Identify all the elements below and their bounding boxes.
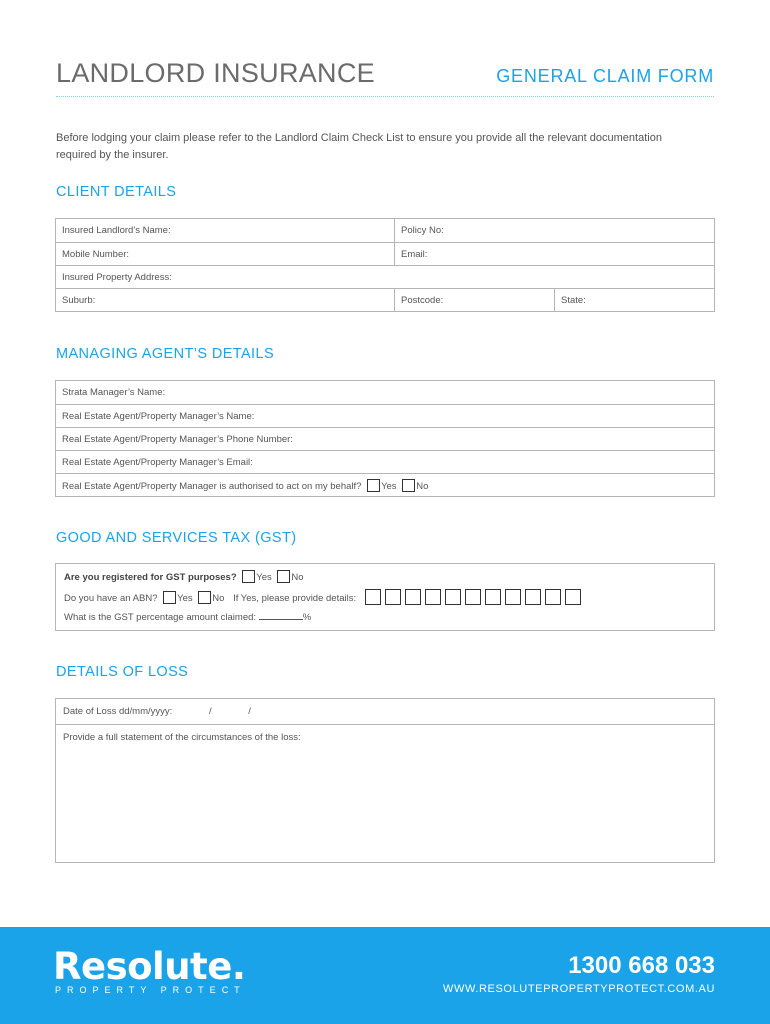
table-row — [56, 288, 714, 311]
client-details-table — [55, 218, 715, 312]
percent-sign: % — [302, 612, 312, 623]
mobile-field[interactable]: Mobile Number: — [62, 249, 130, 260]
authorised-no-checkbox[interactable] — [402, 479, 415, 492]
agent-name-field[interactable]: Real Estate Agent/Property Manager’s Name: — [62, 411, 255, 422]
agent-details-table — [55, 380, 715, 497]
abn-digit-box[interactable] — [365, 589, 381, 605]
gst-section — [55, 563, 715, 631]
header-divider — [56, 96, 714, 97]
table-row — [56, 219, 714, 242]
agent-phone-field[interactable]: Real Estate Agent/Property Manager’s Phone Number: — [62, 434, 293, 445]
abn-no-checkbox[interactable] — [198, 591, 211, 604]
property-address-field[interactable]: Insured Property Address: — [62, 272, 172, 283]
gst-percentage-input[interactable] — [259, 611, 303, 620]
abn-yes-label: Yes — [177, 593, 193, 604]
loss-section — [55, 698, 715, 863]
table-row — [56, 473, 714, 496]
suburb-field[interactable]: Suburb: — [62, 295, 96, 306]
page-title: LANDLORD INSURANCE — [56, 58, 375, 88]
email-field[interactable]: Email: — [394, 243, 714, 265]
strata-manager-field[interactable]: Strata Manager’s Name: — [62, 387, 166, 398]
logo-tagline: PROPERTY PROTECT — [55, 985, 246, 995]
intro-text: Before lodging your claim please refer to the Landlord Claim Check List to ensure you provide all the relevant documentation required by the insurer. — [56, 132, 662, 161]
abn-digit-box[interactable] — [385, 589, 401, 605]
loss-statement-field[interactable]: Provide a full statement of the circumstances of the loss: — [63, 732, 301, 743]
abn-digit-box[interactable] — [525, 589, 541, 605]
gst-no-checkbox[interactable] — [277, 570, 290, 583]
abn-details-label: If Yes, please provide details: — [233, 593, 357, 604]
abn-yes-checkbox[interactable] — [163, 591, 176, 604]
postcode-field[interactable]: Postcode: — [394, 289, 554, 311]
abn-digit-box[interactable] — [405, 589, 421, 605]
gst-registered-row — [64, 570, 304, 583]
phone-number: 1300 668 033 — [568, 952, 715, 979]
authorised-row — [56, 474, 714, 496]
abn-question: Do you have an ABN? — [64, 593, 158, 604]
abn-row — [64, 589, 585, 605]
insured-name-field[interactable]: Insured Landlord’s Name: — [62, 225, 171, 236]
gst-no-label: No — [291, 572, 304, 583]
resolute-logo: Resolute. — [53, 945, 246, 988]
abn-digit-box[interactable] — [565, 589, 581, 605]
gst-percentage-label: What is the GST percentage amount claimed: — [64, 612, 257, 623]
abn-digit-box[interactable] — [465, 589, 481, 605]
form-name: GENERAL CLAIM FORM — [496, 66, 714, 86]
policy-no-field[interactable]: Policy No: — [394, 219, 714, 242]
abn-digit-box[interactable] — [485, 589, 501, 605]
client-details-heading: CLIENT DETAILS — [56, 184, 177, 200]
authorised-no-label: No — [416, 481, 429, 492]
agent-details-heading: MANAGING AGENT’S DETAILS — [56, 346, 275, 362]
table-row — [56, 404, 714, 427]
table-row — [56, 427, 714, 450]
state-field[interactable]: State: — [554, 289, 714, 311]
authorised-question: Real Estate Agent/Property Manager is authorised to act on my behalf? — [62, 481, 362, 492]
abn-digit-box[interactable] — [505, 589, 521, 605]
table-row — [56, 242, 714, 265]
gst-yes-checkbox[interactable] — [242, 570, 255, 583]
abn-digit-box[interactable] — [545, 589, 561, 605]
table-row — [56, 450, 714, 473]
gst-percentage-row — [64, 611, 311, 623]
loss-date-field[interactable] — [56, 699, 714, 725]
gst-heading: GOOD AND SERVICES TAX (GST) — [56, 530, 297, 546]
gst-yes-label: Yes — [256, 572, 272, 583]
abn-digit-box[interactable] — [425, 589, 441, 605]
gst-registered-question: Are you registered for GST purposes? — [64, 572, 237, 583]
loss-date-label: Date of Loss dd/mm/yyyy: — [63, 706, 173, 717]
footer-banner — [0, 927, 770, 1024]
abn-digit-box[interactable] — [445, 589, 461, 605]
date-separator: / — [208, 706, 212, 717]
agent-email-field[interactable]: Real Estate Agent/Property Manager’s Email: — [62, 457, 253, 468]
loss-heading: DETAILS OF LOSS — [56, 664, 189, 680]
abn-digit-boxes — [365, 589, 585, 605]
website-link[interactable]: WWW.RESOLUTEPROPERTYPROTECT.COM.AU — [443, 983, 715, 995]
abn-no-label: No — [212, 593, 225, 604]
authorised-yes-checkbox[interactable] — [367, 479, 380, 492]
authorised-yes-label: Yes — [381, 481, 397, 492]
table-row — [56, 381, 714, 404]
table-row — [56, 265, 714, 288]
date-separator: / — [248, 706, 251, 717]
